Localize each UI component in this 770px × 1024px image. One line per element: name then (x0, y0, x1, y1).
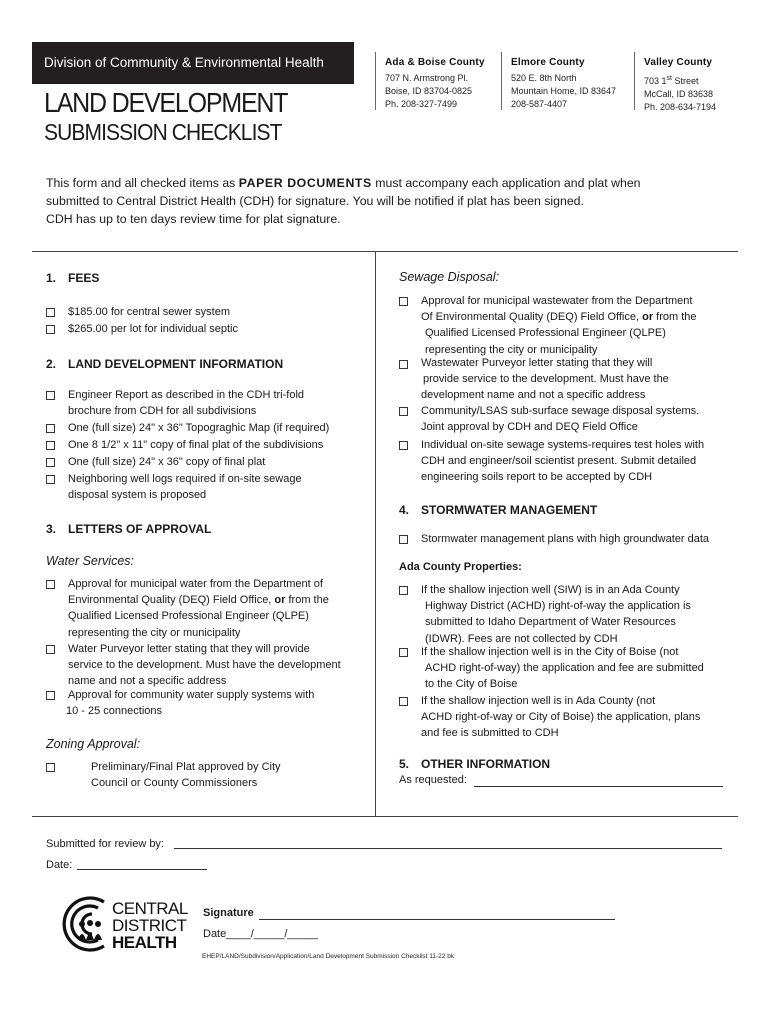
signature-field[interactable] (259, 919, 615, 920)
page-title: LAND DEVELOPMENT (44, 88, 288, 119)
community-lsas: Community/LSAS sub-surface sewage disposal systems. Joint approval by CDH and DEQ Field Office (421, 405, 700, 434)
water-purveyor: Water Purveyor letter stating that they will provide service to the development. Must have the development name and not a specific address (68, 643, 341, 688)
division-band: Division of Community & Environmental Health (32, 42, 354, 84)
stormwater-plans: Stormwater management plans with high groundwater data (421, 533, 709, 545)
section-bottom-rule (32, 816, 738, 817)
fee-sewer: $185.00 for central sewer system (68, 306, 231, 318)
section-letters-of-approval: 3. LETTERS OF APPROVAL (46, 522, 212, 536)
checkbox-full-plat[interactable] (46, 458, 55, 467)
checkbox-small-plat[interactable] (46, 441, 55, 450)
community-water: Approval for community water supply systems with 10 - 25 connections (66, 689, 315, 718)
checkbox-wastewater-purveyor[interactable] (399, 360, 408, 369)
section-stormwater: 4. STORMWATER MANAGEMENT (399, 503, 598, 517)
municipal-wastewater: Approval for municipal wastewater from the Department Of Environmental Quality (DEQ) Field Office, or from the Qualified Licensed Professional Engineer (QLPE) representing the city or municipality (421, 295, 697, 356)
footer-reference: EHEP/LAND/Subdivision/Application/Land Development Submission Checklist 11-22 bk (202, 953, 455, 960)
checkbox-fee-sewer[interactable] (46, 308, 55, 317)
sewage-disposal-heading: Sewage Disposal: (399, 270, 500, 284)
section-fees: 1. FEES (46, 271, 100, 285)
cdh-logo-icon (46, 894, 110, 954)
checkbox-well-logs[interactable] (46, 475, 55, 484)
siw-ada: If the shallow injection well is in Ada County (not ACHD right-of-way or City of Boise) the application, plans and fee is submitted to CDH (421, 695, 701, 740)
county-elmore: Elmore County 520 E. 8th North Mountain Home, ID 83647 208-587-4407 (511, 57, 617, 109)
checkbox-siw-achd[interactable] (399, 586, 408, 595)
date-label: Date: (46, 859, 73, 871)
checkbox-fee-septic[interactable] (46, 325, 55, 334)
checkbox-siw-boise[interactable] (399, 648, 408, 657)
county-valley: Valley County 703 1st Street McCall, ID 83638 Ph. 208-634-7194 (644, 57, 717, 112)
checkbox-municipal-water[interactable] (46, 580, 55, 589)
section-top-rule (32, 251, 738, 252)
column-divider (375, 251, 376, 816)
county-ada: Ada & Boise County 707 N. Armstrong Pl. Boise, ID 83704-0825 Ph. 208-327-7499 (385, 57, 485, 109)
checkbox-stormwater[interactable] (399, 535, 408, 544)
siw-achd: If the shallow injection well (SIW) is in an Ada County Highway District (ACHD) right-of-way the application is submitted to Idaho Department of Water Resources (IDWR). Fees are not collected by CDH (421, 584, 691, 645)
submitted-by-label: Submitted for review by: (46, 838, 164, 850)
checkbox-individual-onsite[interactable] (399, 441, 408, 450)
small-plat: One 8 1/2" x 11" copy of final plat of the subdivisions (68, 439, 324, 451)
checkbox-engineer-report[interactable] (46, 391, 55, 400)
zoning-heading: Zoning Approval: (46, 737, 141, 751)
as-requested-label: As requested: (399, 774, 467, 786)
divider (501, 52, 502, 110)
ada-county-heading: Ada County Properties: (399, 561, 522, 573)
page-subtitle: SUBMISSION CHECKLIST (44, 120, 282, 146)
checkbox-zoning[interactable] (46, 763, 55, 772)
water-services-heading: Water Services: (46, 554, 134, 568)
well-logs: Neighboring well logs required if on-site sewage disposal system is proposed (68, 473, 302, 502)
section-land-development: 2. LAND DEVELOPMENT INFORMATION (46, 357, 284, 371)
intro-text: This form and all checked items as PAPER DOCUMENTS must accompany each application and plat when submitted to Central District Health (CDH) for signature. You will be notified if plat has been signed. CDH has up to ten days review time for plat signature. (46, 176, 641, 226)
zoning-approval: Preliminary/Final Plat approved by City Council or County Commissioners (91, 761, 281, 790)
checkbox-municipal-wastewater[interactable] (399, 297, 408, 306)
checkbox-topo-map[interactable] (46, 424, 55, 433)
signature-label: Signature (203, 907, 254, 919)
date-field[interactable] (77, 869, 207, 870)
signature-date[interactable]: Date____/_____/_____ (203, 928, 318, 940)
individual-onsite: Individual on-site sewage systems-requires test holes with CDH and engineer/soil scientist present. Submit detailed engineering soils report to be accepted by CDH (421, 439, 705, 484)
checkbox-community-water[interactable] (46, 691, 55, 700)
full-plat: One (full size) 24" x 36" copy of final plat (68, 456, 266, 468)
topo-map: One (full size) 24" x 36" Topograghic Map (if required) (68, 422, 330, 434)
fee-septic: $265.00 per lot for individual septic (68, 323, 238, 335)
submitted-by-field[interactable] (174, 848, 722, 849)
cdh-logo-text: CENTRAL DISTRICT HEALTH (112, 899, 188, 952)
wastewater-purveyor: Wastewater Purveyor letter stating that they will provide service to the development. Must have the development name and not a specific address (421, 357, 669, 402)
section-other-information: 5. OTHER INFORMATION (399, 757, 551, 771)
checkbox-water-purveyor[interactable] (46, 645, 55, 654)
as-requested-field[interactable] (474, 786, 723, 787)
divider (375, 52, 376, 110)
divider (634, 52, 635, 110)
checkbox-community-lsas[interactable] (399, 407, 408, 416)
engineer-report: Engineer Report as described in the CDH tri-fold brochure from CDH for all subdivisions (68, 389, 305, 418)
checkbox-siw-ada[interactable] (399, 697, 408, 706)
siw-boise: If the shallow injection well is in the City of Boise (not ACHD right-of-way) the application and fee are submitted to the City of Boise (421, 646, 704, 691)
municipal-water: Approval for municipal water from the Department of Environmental Quality (DEQ) Field Office, or from the Qualified Licensed Professional Engineer (QLPE) representing the city or municipality (68, 578, 329, 639)
